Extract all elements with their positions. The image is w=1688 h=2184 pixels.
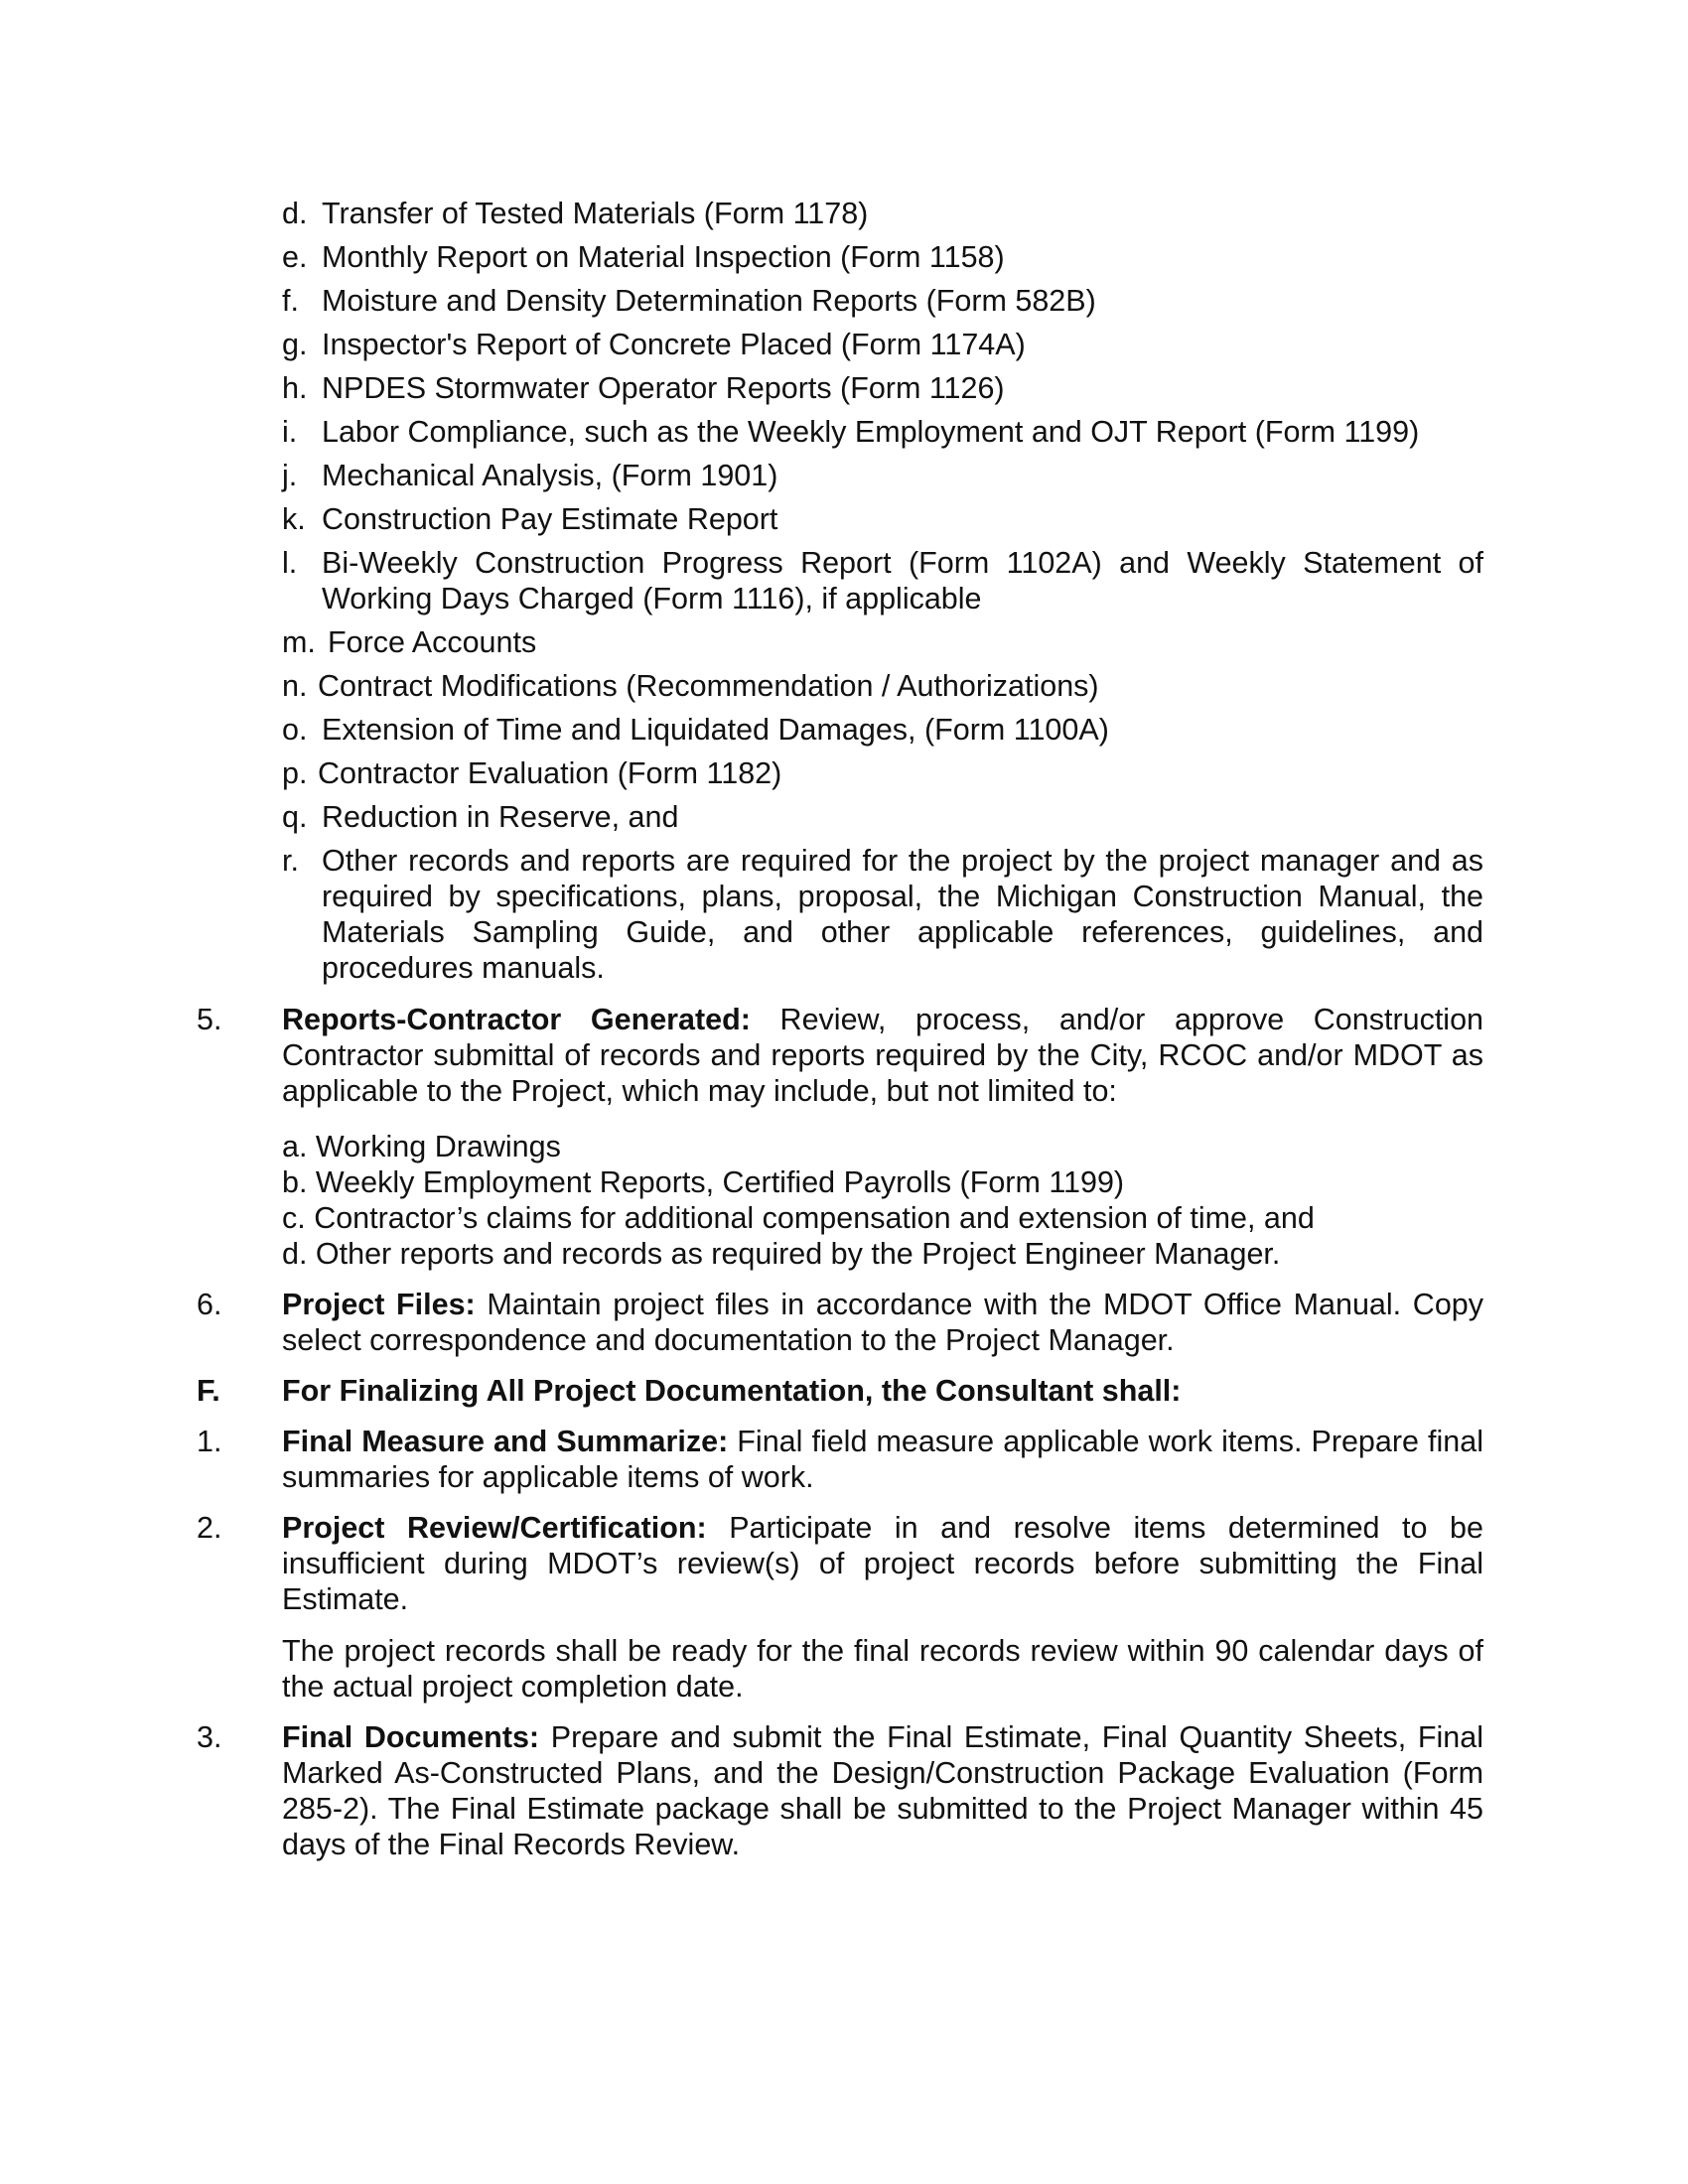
list-text: Inspector's Report of Concrete Placed (Form 1174A)	[322, 328, 1026, 361]
list-letter: f.	[282, 284, 299, 318]
item-text: Final field measure applicable work items. Prepare final summaries for applicable items of work.	[282, 1425, 1483, 1494]
list-item	[282, 239, 1483, 275]
item-body	[282, 1002, 1483, 1109]
list-item	[282, 458, 1483, 493]
item-body	[282, 1424, 1483, 1495]
list-text: Other records and reports are required for the project by the project manager and as required by specifications, plans, proposal, the Michigan Construction Manual, the Materials Sampling Guide, and other applicable references, guidelines, and procedures manuals.	[322, 844, 1483, 985]
list-item	[282, 799, 1483, 835]
list-letter: j.	[282, 459, 298, 492]
list-letter: q.	[282, 800, 308, 834]
list-text: Construction Pay Estimate Report	[322, 502, 778, 536]
item-body	[282, 1719, 1483, 1862]
item-body	[282, 1287, 1483, 1358]
item-number: 1.	[197, 1425, 222, 1458]
list-item: d. Other reports and records as required by the Project Engineer Manager.	[282, 1237, 1281, 1271]
list-item: a. Working Drawings	[282, 1130, 561, 1163]
list-text: Moisture and Density Determination Reports (Form 582B)	[322, 284, 1096, 318]
section-letter: F.	[197, 1374, 220, 1408]
list-letter: m.	[282, 625, 316, 659]
item-number: 3.	[197, 1720, 222, 1754]
list-letter: r.	[282, 844, 299, 878]
list-text: Mechanical Analysis, (Form 1901)	[322, 459, 778, 492]
item-number: 5.	[197, 1003, 222, 1036]
list-item: c. Contractor’s claims for additional compensation and extension of time, and	[282, 1201, 1315, 1235]
list-text: Force Accounts	[328, 625, 537, 659]
list-letter: l.	[282, 546, 298, 580]
item-6	[197, 1287, 1483, 1358]
list-item	[282, 712, 1483, 748]
list-item	[282, 414, 1483, 450]
list-text: Extension of Time and Liquidated Damages, (Form 1100A)	[322, 713, 1109, 747]
list-letter: d.	[282, 197, 308, 230]
list-letter: h.	[282, 371, 308, 405]
item-heading: Final Documents:	[282, 1720, 540, 1754]
list-text: Transfer of Tested Materials (Form 1178)	[322, 197, 869, 230]
list-text: Bi-Weekly Construction Progress Report (Form 1102A) and Weekly Statement of Working Days Charged (Form 1116), if applicable	[322, 546, 1483, 615]
list-text: Monthly Report on Material Inspection (Form 1158)	[322, 240, 1005, 274]
list-item	[282, 196, 1483, 231]
list-text: Reduction in Reserve, and	[322, 800, 679, 834]
list-item	[282, 370, 1483, 406]
item-text: Review, process, and/or approve Construction Contractor submittal of records and reports required by the City, RCOC and/or MDOT as applicable to the Project, which may include, but not limited to:	[282, 1003, 1483, 1108]
list-letter: i.	[282, 415, 298, 449]
list-item	[282, 327, 1483, 362]
list-item	[282, 755, 1483, 791]
list-letter: e.	[282, 240, 308, 274]
list-item	[282, 624, 1483, 660]
list-letter: n.	[282, 669, 308, 703]
list-item: b. Weekly Employment Reports, Certified Payrolls (Form 1199)	[282, 1165, 1125, 1199]
item-5	[197, 1002, 1483, 1109]
list-letter: k.	[282, 502, 306, 536]
item-f2	[197, 1510, 1483, 1617]
list-text: Contractor Evaluation (Form 1182)	[318, 756, 782, 790]
item-number: 2.	[197, 1511, 222, 1545]
item-text: Prepare and submit the Final Estimate, Final Quantity Sheets, Final Marked As-Constructed Plans, and the Design/Construction Package Evaluation (Form 285-2). The Final Estimate package shall be submitted to the Project Manager within 45 days of the Final Records Review.	[282, 1720, 1483, 1861]
item-text: Participate in and resolve items determined to be insufficient during MDOT’s review(s) of project records before submitting the Final Estimate.	[282, 1511, 1483, 1616]
item-heading: Final Measure and Summarize:	[282, 1425, 729, 1458]
list-item	[282, 668, 1483, 704]
section-f	[197, 1373, 1483, 1409]
list-letter: o.	[282, 713, 308, 747]
item-number: 6.	[197, 1288, 222, 1321]
section-heading: For Finalizing All Project Documentation, the Consultant shall:	[282, 1374, 1182, 1408]
list-item	[282, 843, 1483, 986]
item-body	[282, 1510, 1483, 1617]
list-item	[282, 501, 1483, 537]
item-f1	[197, 1424, 1483, 1495]
list-letter: g.	[282, 328, 308, 361]
list-letter: p.	[282, 756, 308, 790]
list-item	[282, 545, 1483, 616]
item-heading: Project Review/Certification:	[282, 1511, 707, 1545]
item-heading: Project Files:	[282, 1288, 476, 1321]
list-text: Labor Compliance, such as the Weekly Employment and OJT Report (Form 1199)	[322, 415, 1420, 449]
list-text: Contract Modifications (Recommendation / Authorizations)	[318, 669, 1099, 703]
paragraph: The project records shall be ready for the final records review within 90 calendar days of the actual project completion date.	[282, 1634, 1483, 1704]
list-item	[282, 283, 1483, 319]
list-text: NPDES Stormwater Operator Reports (Form 1126)	[322, 371, 1005, 405]
item-f3	[197, 1719, 1483, 1862]
item-heading: Reports-Contractor Generated:	[282, 1003, 751, 1036]
item-text: Maintain project files in accordance with the MDOT Office Manual. Copy select correspondence and documentation to the Project Manager.	[282, 1288, 1483, 1357]
